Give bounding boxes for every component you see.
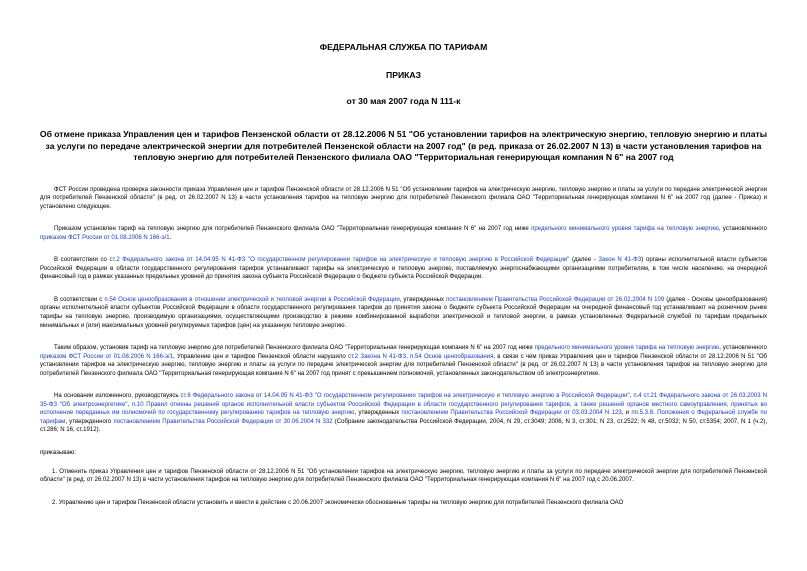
document-title: Об отмене приказа Управления цен и тарифов Пензенской области от 28.12.2006 N 51 "Об установлении тарифов на электрическую энергию, тепловую энергию и платы за услуги по передаче электрической энергии для потребителей Пензенской области на 2007 год" (в ред. приказа от 26.02.2007 N 13) в части установления тарифов на тепловую энергию для потребителей Пензенского филиала ОАО "Территориальная генерирующая компания N 6" на 2007 год [39, 129, 768, 162]
text-span: , [406, 353, 408, 360]
text-span: Таким образом, установив тариф на тепловую энергию для потребителей Пензенского филиала ОАО "Территориальная генерирующая компания N 6" на 2007 год ниже [54, 345, 533, 352]
link-min-tariff-level[interactable]: предельного минимального уровня тарифа на тепловую энергию [531, 226, 719, 233]
document-date-number: от 30 мая 2007 года N 111-к [346, 96, 461, 106]
link-law-41-art2[interactable]: ст.2 Закона N 41-ФЗ [348, 353, 407, 360]
document-type: ПРИКАЗ [386, 70, 421, 80]
text-span: , Управление цен и тарифов Пензенской области нарушило [173, 353, 346, 360]
link-min-tariff-level[interactable]: предельного минимального уровня тарифа на тепловую энергию [534, 345, 720, 352]
text-span: (далее - [571, 257, 596, 264]
link-pricing-basics-p54[interactable]: п.54 Основ ценообразования в отношении электрической и тепловой энергии в Российской Федерации [104, 296, 400, 303]
link-government-decree-123[interactable]: постановлением Правительства Российской Федерации от 03.03.2004 N 123 [401, 410, 622, 417]
paragraph-tariff-set [40, 225, 767, 242]
text-span: Приказом установлен тариф на тепловую энергию для потребителей Пензенского филиала ОАО "Территориальная генерирующая компания N 6" на 2007 год ниже [54, 226, 529, 233]
link-cancellation-rules-p10[interactable]: п.10 Правил отмены решений органов исполнительной власти субъектов Российской Федерации в области государственного регулирования тарифов, а также решений органов местного самоуправления, принятых во исполнение переданных им полномочий по государственному регулированию тарифов на тепловую энергию [40, 401, 767, 417]
link-fst-regulation-5-3-8[interactable]: пп.5.3.8. Положения о Федеральной службе по тарифам [40, 410, 767, 425]
link-pricing-basics-p54[interactable]: п.54 Основ ценообразования [410, 353, 494, 360]
paragraph-inspection: ФСТ России проведена проверка законности приказа Управления цен и тарифов Пензенской области от 28.12.2006 N 51 "Об установлении тарифов на электрическую энергию, тепловую энергию и платы за услуги по передаче электрической энергии для потребителей Пензенской области" (в ред. от 26.02.2007 N 13) в части установления тарифов на тепловую энергию для потребителей Пензенского филиала ОАО "Территориальная генерирующая компания N 6" на 2007 год (далее - Приказ) и установлено следующее. [40, 186, 767, 210]
link-law-41-art2[interactable]: ст.2 Федерального закона от 14.04.95 N 41-ФЗ "О государственном регулировании тарифов на электрическую и тепловую энергию в Российской Федерации" [109, 257, 570, 264]
text-span: . [169, 234, 172, 241]
text-span: На основании изложенного, руководствуясь [54, 393, 179, 400]
link-law-41-art6[interactable]: ст.6 Федерального закона от 14.04.95 N 41-ФЗ "О государственном регулировании тарифов на электрическую и тепловую энергию в Российской Федерации" [180, 393, 630, 400]
text-span: , установленного [718, 226, 767, 233]
text-span: , [127, 401, 130, 408]
paragraph-law-41 [40, 256, 767, 282]
document-body [40, 186, 767, 508]
link-law-35-art21[interactable]: п.4 ст.21 Федерального закона от 26.03.2003 N 35-ФЗ "Об электроэнергетике" [40, 393, 767, 408]
text-span: , [629, 393, 632, 400]
link-government-decree-332[interactable]: постановлением Правительства Российской Федерации от 30.06.2004 N 332 [113, 418, 333, 425]
link-law-41[interactable]: Закон N 41-ФЗ [598, 257, 642, 264]
paragraph-legal-basis [40, 392, 767, 435]
link-government-decree-109[interactable]: постановлением Правительства Российской Федерации от 26.02.2004 N 109 [446, 296, 665, 303]
text-span: , утвержденных [399, 296, 445, 303]
text-span: , утвержденных [354, 410, 400, 417]
text-span: ) органы исполнительной власти субъектов Российской Федерации в области государственного регулирования тарифов устанавливают тарифы на электрическую и тепловую энергию, поставляемую энергоснабжающими организациями потребителям, в том числе населению, на очередной финансовый год в рамках указанных предельных уровней до принятия закона субъекта Российской Федерации о бюджете субъекта Российской Федерации. [40, 257, 768, 281]
paragraph-conclusion [40, 344, 767, 378]
order-item-1: 1. Отменить приказ Управления цен и тарифов Пензенской области от 28.12.2006 N 51 "Об установлении тарифов на электрическую энергию, тепловую энергию и платы за услуги по передаче электрической энергии для потребителей Пензенской области" (в ред. от 26.02.2007 N 13) в части установления тарифов на тепловую энергию для потребителей Пензенского филиала ОАО "Территориальная генерирующая компания N 6" на 2007 год с 20.06.2007. [40, 468, 767, 484]
order-item-2: 2. Управлению цен и тарифов Пензенской области установить и ввести в действие с 20.06.2007 экономически обоснованные тарифы на тепловую энергию для потребителей Пензенского филиала ОАО [52, 499, 624, 506]
paragraph-pricing-basics [40, 296, 767, 330]
agency-name: ФЕДЕРАЛЬНАЯ СЛУЖБА ПО ТАРИФАМ [319, 42, 488, 52]
link-fst-order-166[interactable]: приказом ФСТ России от 01.08.2006 N 166-э/1 [40, 353, 174, 360]
text-span: В соответствии с [54, 296, 103, 303]
text-span: , утвержденного [65, 418, 112, 425]
text-span: (далее - Основы ценообразования) органы исполнительной власти субъектов Российской Федерации в области государственного регулирования тарифов до принятия закона о бюджете субъекта Российской Федерации на очередной финансовый год устанавливают на розничном рынке тарифы на тепловую энергию, производимую организациями, осуществляющими производство в режиме комбинированной выработки электрической и тепловой энергии, в рамках установленных Федеральной службой по тарифам предельных минимальных и (или) максимальных уровней регулируемых тарифов (цен) на указанную тепловую энергию. [40, 296, 767, 329]
text-span: (Собрание законодательства Российской Федерации, 2004, N 29, ст.3049; 2006, N 3, ст.301; N 23, ст.2522; N 48, ст.5032; N 50, ст.5354; 2007, N 1 (ч.2), ст.286; N 16, ст.1912). [40, 418, 768, 434]
text-span: , в связи с чем приказ Управления цен и тарифов Пензенской области от 28.12.2006 N 51 "Об установлении тарифов на электрическую энергию, тепловую энергию и платы за услуги по передаче электрической энергии для потребителей Пензенской области" (в ред. от 26.02.2007 N 13) в части установления тарифов на тепловую энергию для потребителей Пензенского филиала ОАО "Территориальная генерирующая компания N 6" на 2007 год принят с превышением полномочий, установленных законодательством об электроэнергетике. [40, 353, 768, 377]
text-span: , и [621, 410, 630, 417]
link-fst-order-166[interactable]: приказом ФСТ России от 01.08.2006 N 166-э/1 [40, 234, 170, 241]
text-span: , установленного [719, 345, 767, 352]
paragraph-order-word: приказываю: [40, 449, 76, 456]
text-span: В соответствии со [54, 257, 107, 264]
